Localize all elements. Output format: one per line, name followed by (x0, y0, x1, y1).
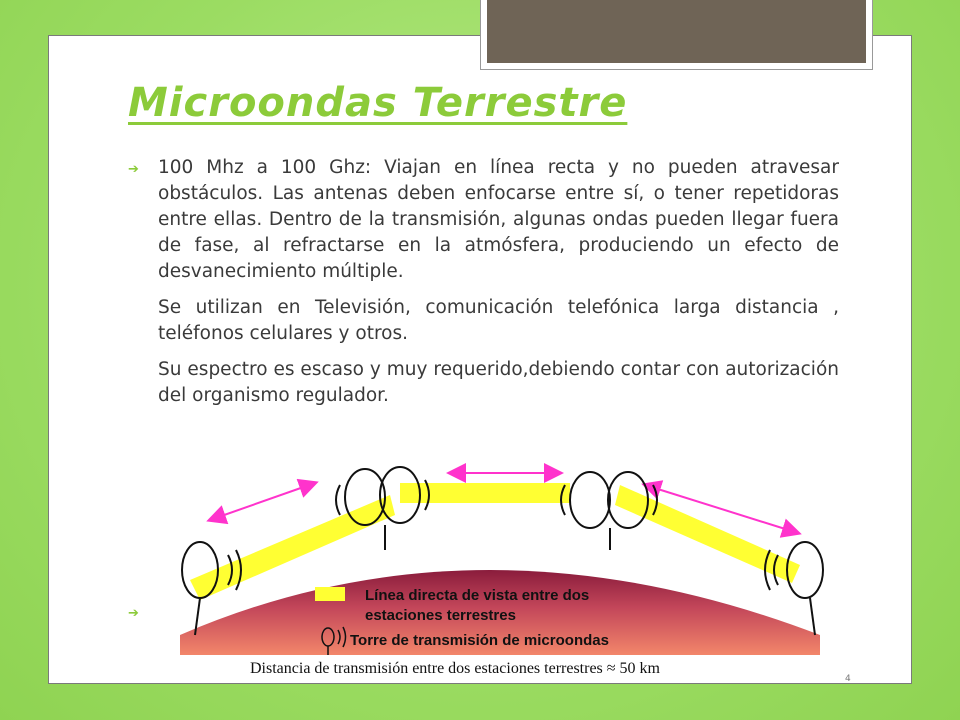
paragraph-spectrum: Su espectro es escaso y muy requerido,debiendo contar con autorización del organismo regulador. (158, 359, 839, 406)
legend-line-of-sight: Línea directa de vista entre dos (365, 587, 590, 604)
paragraph-uses: Se utilizan en Televisión, comunicación telefónica larga distancia , teléfonos celulares y otros. (158, 297, 839, 344)
beam-legend-swatch (315, 587, 345, 601)
legend-line-of-sight-2: estaciones terrestres (365, 607, 516, 624)
beam-segment (400, 483, 570, 503)
earth-label: Tierra (485, 549, 537, 567)
link-arrow (210, 483, 315, 520)
legend-tower: Torre de transmisión de microondas (350, 632, 609, 649)
slide-body (128, 155, 839, 419)
diagram-caption: Distancia de transmisión entre dos estaciones terrestres ≈ 50 km (250, 660, 660, 677)
page-number: 4 (845, 674, 851, 684)
header-tab-fill (487, 0, 866, 63)
arrow-bullet-icon: ➔ (128, 162, 139, 177)
beam-segment (615, 485, 800, 583)
arrow-bullet-icon: ➔ (128, 606, 139, 621)
bullet-item (128, 155, 839, 285)
slide-title: Microondas Terrestre (128, 80, 628, 126)
dish-antenna-icon (336, 467, 429, 550)
microwave-diagram (150, 455, 850, 680)
paragraph-frequency: 100 Mhz a 100 Ghz: Viajan en línea recta y no pueden atravesar obstáculos. Las antenas deben enfocarse entre sí, o tener repetidoras entre ellas. Dentro de la transmisión, algunas ondas pueden llegar fuera de fase, al refractarse en la atmósfera, produciendo un efecto de desvanecimiento múltiple. (158, 157, 839, 282)
